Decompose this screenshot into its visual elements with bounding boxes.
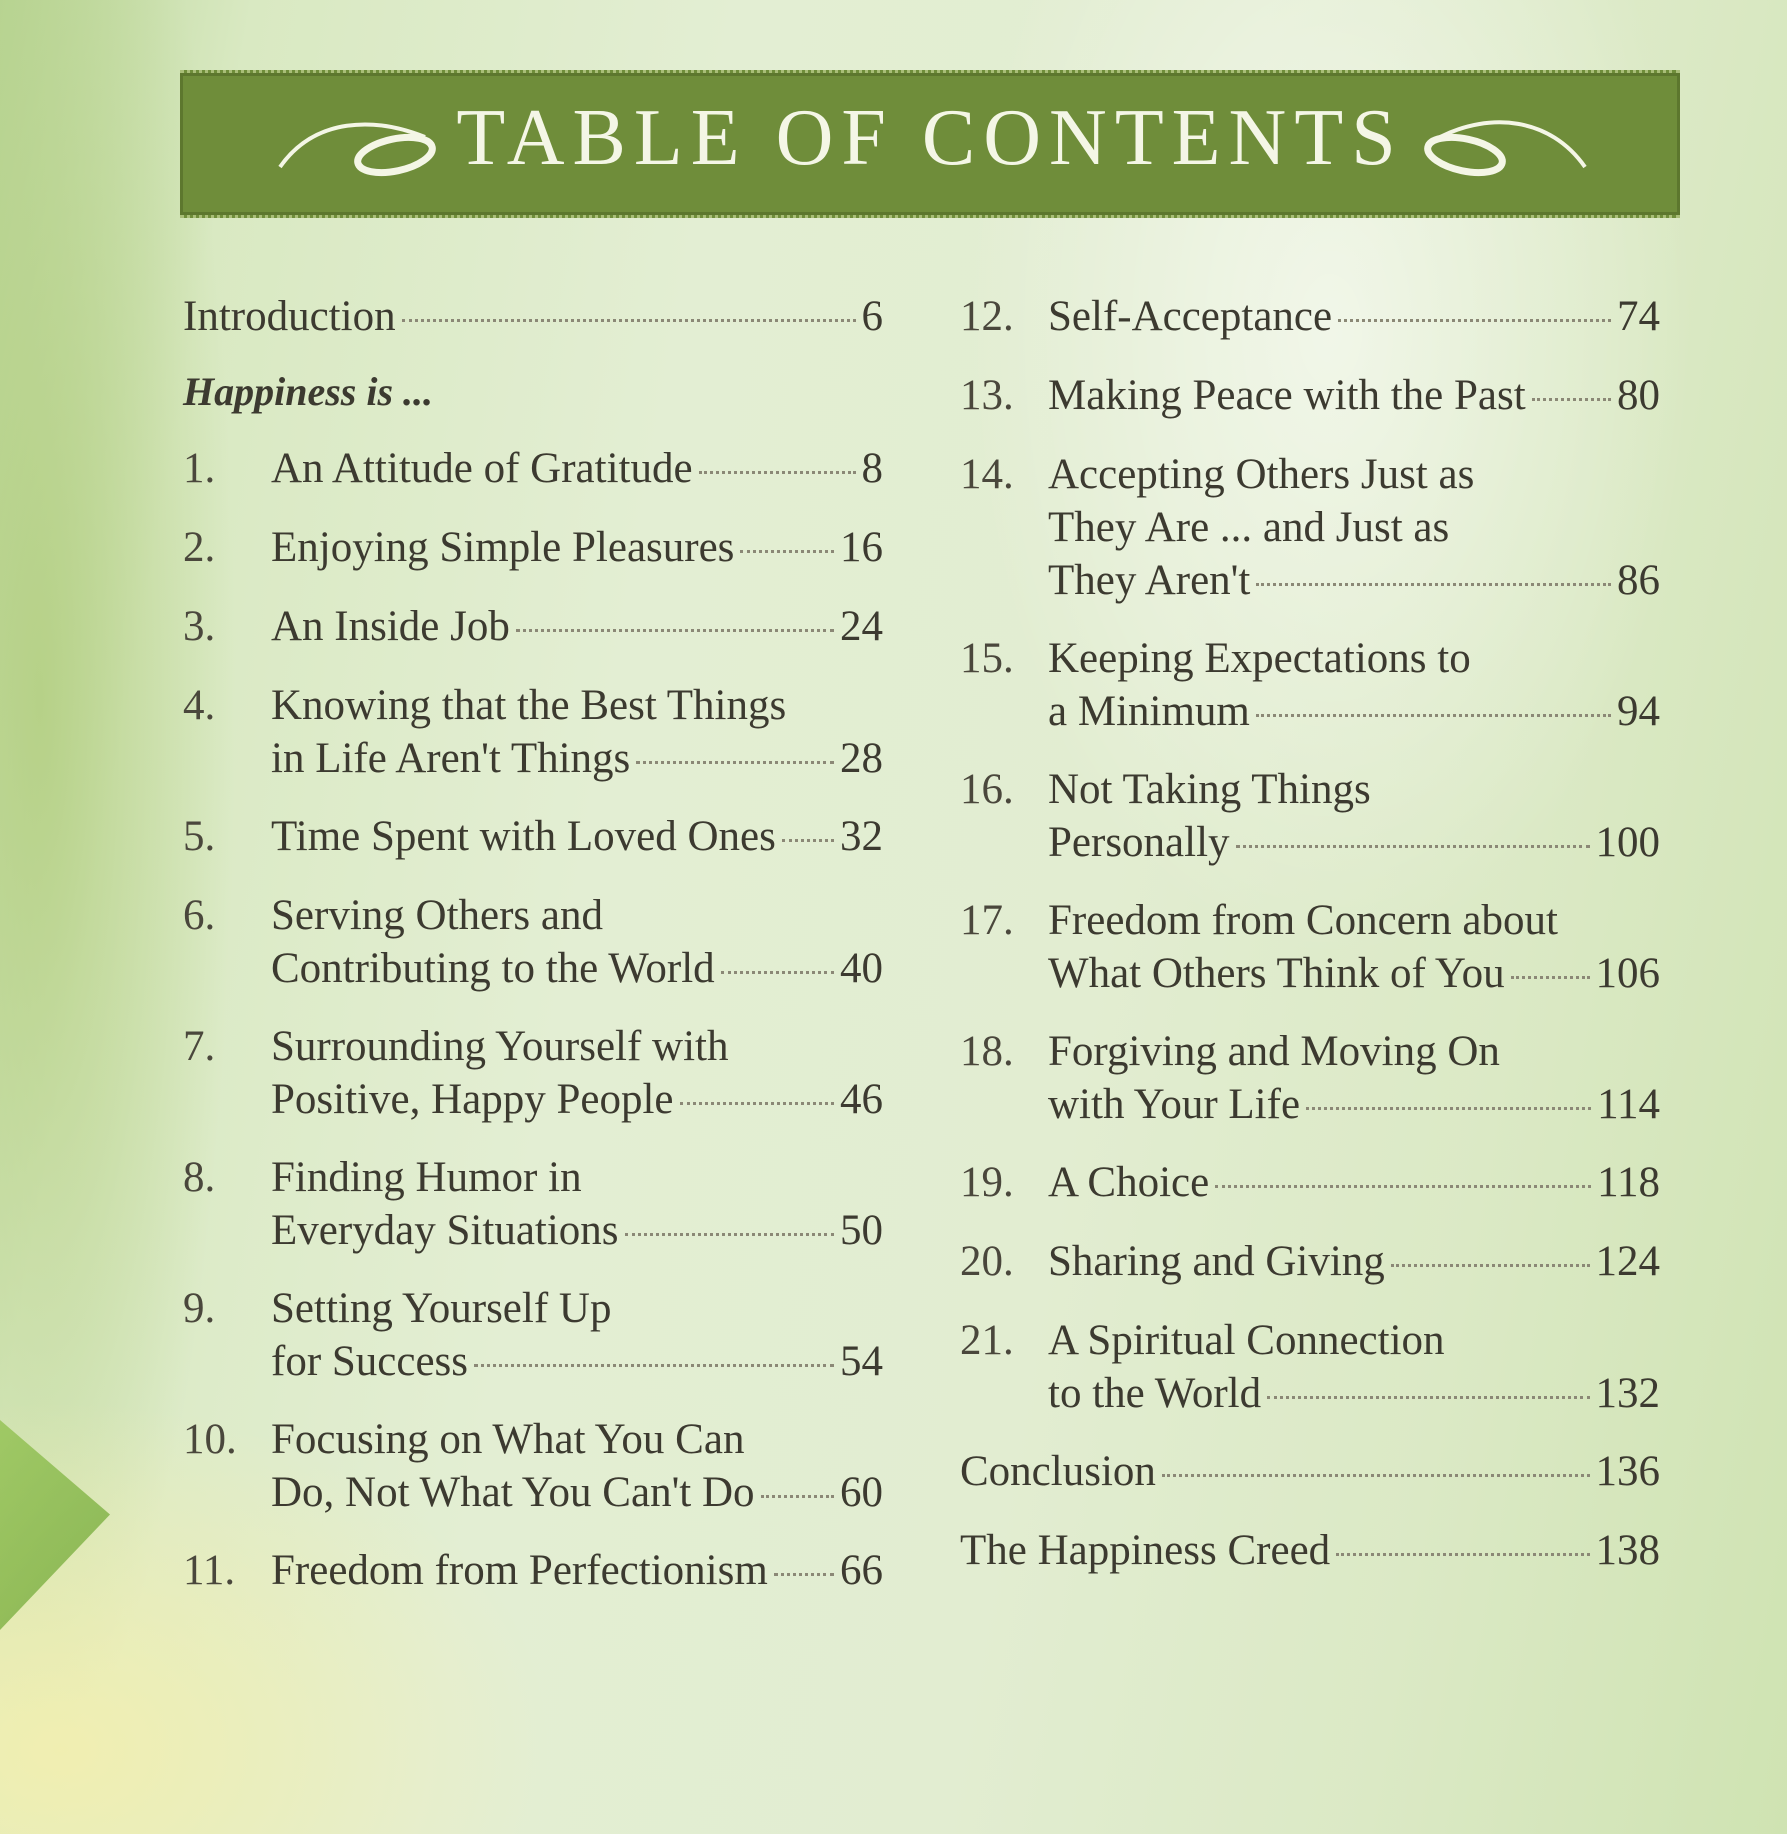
toc-entry: [183, 1282, 883, 1388]
toc-page-number: 46: [840, 1076, 883, 1123]
toc-entry-title-line: Conclusion: [960, 1448, 1156, 1495]
toc-entry: [960, 1314, 1660, 1420]
toc-entry-title-line: What Others Think of You: [1048, 950, 1505, 997]
toc-entry-title-line: Forgiving and Moving On: [1048, 1028, 1500, 1075]
toc-column-right: [960, 290, 1660, 1603]
page-title: TABLE OF CONTENTS: [456, 94, 1404, 182]
toc-entry-title-line: with Your Life: [1048, 1081, 1301, 1128]
dot-leader: [1306, 1107, 1591, 1110]
toc-entry-title-line: An Inside Job: [271, 603, 510, 650]
toc-entry-number: 13.: [960, 372, 1014, 419]
toc-entry: [183, 1544, 883, 1597]
dot-leader: [1162, 1474, 1590, 1477]
toc-entry: [183, 600, 883, 653]
dot-leader: [782, 839, 834, 842]
toc-entry-number: 19.: [960, 1159, 1014, 1206]
toc-entry-title-line: Personally: [1048, 819, 1230, 866]
toc-entry: [960, 369, 1660, 422]
toc-entry-number: 11.: [183, 1547, 236, 1594]
toc-entry-number: 10.: [183, 1416, 237, 1463]
toc-entry-number: 15.: [960, 635, 1014, 682]
dot-leader: [680, 1102, 835, 1105]
dot-leader: [761, 1495, 834, 1498]
toc-page-number: 138: [1595, 1527, 1660, 1574]
toc-entry-title-line: Freedom from Perfectionism: [271, 1547, 768, 1594]
toc-entry-title-line: Freedom from Concern about: [1048, 897, 1558, 944]
toc-entry-title-line: Enjoying Simple Pleasures: [271, 524, 735, 571]
toc-entry-title-line: They Are ... and Just as: [1048, 504, 1450, 551]
toc-column-left: [183, 290, 883, 1623]
toc-entry: [960, 632, 1660, 738]
dot-leader: [402, 319, 856, 322]
toc-entry-title-line: Self-Acceptance: [1048, 293, 1333, 340]
toc-page-number: 114: [1597, 1081, 1660, 1128]
toc-entry: [960, 763, 1660, 869]
toc-entry-title-line: Sharing and Giving: [1048, 1238, 1385, 1285]
toc-page-number: 100: [1595, 819, 1660, 866]
toc-entry-title-line: Finding Humor in: [271, 1154, 582, 1201]
dot-leader: [636, 761, 834, 764]
toc-entry-number: 2.: [183, 524, 216, 571]
toc-entry-title-line: Knowing that the Best Things: [271, 682, 787, 729]
toc-entry-number: 18.: [960, 1028, 1014, 1075]
toc-page-number: 86: [1617, 557, 1660, 604]
toc-entry: [960, 894, 1660, 1000]
toc-entry-title-line: Introduction: [183, 293, 396, 340]
dot-leader: [1256, 714, 1611, 717]
toc-entry-title-line: Not Taking Things: [1048, 766, 1371, 813]
toc-entry: [183, 442, 883, 495]
toc-page-number: 118: [1597, 1159, 1660, 1206]
dot-leader: [516, 629, 834, 632]
toc-page-number: 124: [1595, 1238, 1660, 1285]
toc-page-number: 132: [1595, 1370, 1660, 1417]
toc-entry: [183, 1413, 883, 1519]
toc-entry: [960, 1235, 1660, 1288]
toc-entry-title-line: A Spiritual Connection: [1048, 1317, 1445, 1364]
toc-entry-title-line: Setting Yourself Up: [271, 1285, 612, 1332]
toc-entry: [183, 889, 883, 995]
toc-entry-number: 14.: [960, 451, 1014, 498]
toc-entry-number: 17.: [960, 897, 1014, 944]
toc-entry-number: 8.: [183, 1154, 216, 1201]
toc-entry-number: 12.: [960, 293, 1014, 340]
toc-entry-number: 6.: [183, 892, 216, 939]
dot-leader: [1215, 1185, 1591, 1188]
dot-leader: [774, 1573, 834, 1576]
dot-leader: [721, 971, 834, 974]
toc-entry-title-line: Do, Not What You Can't Do: [271, 1469, 755, 1516]
toc-entry-title-line: Accepting Others Just as: [1048, 451, 1475, 498]
toc-entry-number: 5.: [183, 813, 216, 860]
toc-entry: [183, 1151, 883, 1257]
dot-leader: [474, 1364, 834, 1367]
dot-leader: [1267, 1396, 1589, 1399]
toc-page-number: 50: [840, 1207, 883, 1254]
toc-entry-title-line: Serving Others and: [271, 892, 603, 939]
toc-entry-number: 4.: [183, 682, 216, 729]
toc-page-number: 54: [840, 1338, 883, 1385]
dot-leader: [1511, 976, 1590, 979]
toc-entry-number: 3.: [183, 603, 216, 650]
dot-leader: [1256, 583, 1611, 586]
toc-entry: [183, 810, 883, 863]
toc-page-number: 136: [1595, 1448, 1660, 1495]
swirl-ornament-icon: [1410, 97, 1590, 187]
toc-page-number: 32: [840, 813, 883, 860]
toc-entry: [960, 1156, 1660, 1209]
toc-entry-title-line: Time Spent with Loved Ones: [271, 813, 776, 860]
toc-entry-title-line: a Minimum: [1048, 688, 1250, 735]
dot-leader: [740, 550, 834, 553]
dot-leader: [699, 471, 856, 474]
dot-leader: [1391, 1264, 1590, 1267]
toc-entry: [183, 1020, 883, 1126]
toc-entry-title-line: The Happiness Creed: [960, 1527, 1331, 1574]
toc-page-number: 60: [840, 1469, 883, 1516]
toc-entry-title-line: to the World: [1048, 1370, 1262, 1417]
toc-page-number: 16: [840, 524, 883, 571]
toc-entry-number: 16.: [960, 766, 1014, 813]
dot-leader: [1532, 398, 1611, 401]
toc-page-number: 40: [840, 945, 883, 992]
dot-leader: [1336, 1553, 1589, 1556]
toc-entry-title-line: in Life Aren't Things: [271, 735, 631, 782]
toc-page-number: 106: [1595, 950, 1660, 997]
toc-page-number: 28: [840, 735, 883, 782]
toc-page-number: 6: [861, 293, 883, 340]
dot-leader: [1338, 319, 1611, 322]
toc-page-number: 74: [1617, 293, 1660, 340]
toc-entry-title-line: for Success: [271, 1338, 469, 1385]
toc-page-number: 94: [1617, 688, 1660, 735]
toc-entry-title-line: Contributing to the World: [271, 945, 715, 992]
toc-entry: [960, 1445, 1660, 1498]
toc-entry-number: 9.: [183, 1285, 216, 1332]
toc-entry: [183, 290, 883, 343]
toc-entry: [960, 1524, 1660, 1577]
toc-entry: [960, 290, 1660, 343]
toc-entry-title-line: A Choice: [1048, 1159, 1210, 1206]
toc-entry: [960, 1025, 1660, 1131]
toc-entry-title-line: Keeping Expectations to: [1048, 635, 1471, 682]
toc-entry: [183, 521, 883, 574]
toc-entry-title-line: An Attitude of Gratitude: [271, 445, 693, 492]
toc-entry: [183, 679, 883, 785]
toc-entry-number: 21.: [960, 1317, 1014, 1364]
toc-entry-title-line: Making Peace with the Past: [1048, 372, 1526, 419]
toc-entry-title-line: Positive, Happy People: [271, 1076, 674, 1123]
toc-entry-title-line: Surrounding Yourself with: [271, 1023, 729, 1070]
title-banner: [180, 70, 1680, 218]
toc-page-number: 66: [840, 1547, 883, 1594]
toc-page-number: 80: [1617, 372, 1660, 419]
toc-entry-title-line: Everyday Situations: [271, 1207, 619, 1254]
toc-entry-number: 7.: [183, 1023, 216, 1070]
toc-page-number: 8: [861, 445, 883, 492]
section-heading: Happiness is ...: [183, 369, 434, 414]
dot-leader: [625, 1233, 834, 1236]
toc-entry: [960, 448, 1660, 607]
toc-entry-title-line: They Aren't: [1048, 557, 1251, 604]
toc-entry-number: 20.: [960, 1238, 1014, 1285]
leaf-decoration-icon: [0, 1420, 110, 1630]
dot-leader: [1236, 845, 1590, 848]
toc-page-number: 24: [840, 603, 883, 650]
toc-entry-title-line: Focusing on What You Can: [271, 1416, 745, 1463]
toc-entry-number: 1.: [183, 445, 216, 492]
